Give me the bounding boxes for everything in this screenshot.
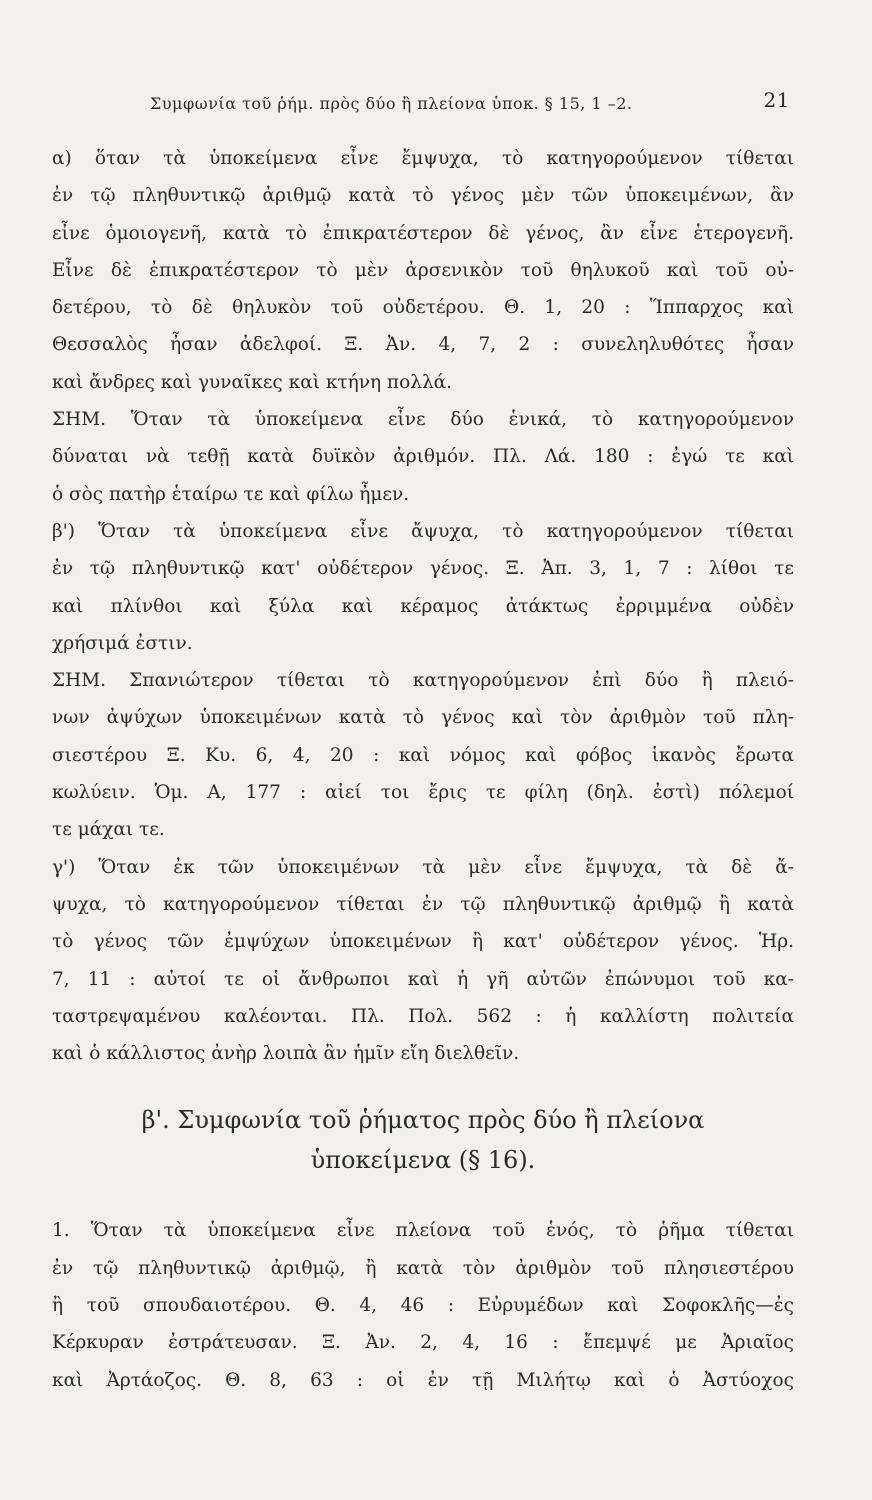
text-line: δετέρου, τὸ δὲ θηλυκὸν τοῦ οὐδετέρου. Θ. 1, 20 : Ἵππαρχος καὶ (52, 297, 794, 319)
text-line: ψυχα, τὸ κατηγορούμενον τίθεται ἐν τῷ πληθυντικῷ ἀριθμῷ ἢ κατὰ (52, 893, 794, 915)
text-line: Θεσσαλὸς ἦσαν ἀδελφοί. Ξ. Ἀν. 4, 7, 2 : συνεληλυθότες ἦσαν (52, 334, 794, 356)
text-line: τε μάχαι τε. (52, 819, 165, 841)
text-line: ΣΗΜ. Ὅταν τὰ ὑποκείμενα εἶνε δύο ἑνικά, τὸ κατηγορούμενον (52, 409, 794, 431)
page-body (52, 140, 794, 1399)
running-head: Συμφωνία τοῦ ῥήμ. πρὸς δύο ἢ πλείονα ὑποκ. § 15, 1 –2. (150, 94, 633, 113)
text-line: ὁ σὸς πατὴρ ἑταίρω τε καὶ φίλω ἦμεν. (52, 483, 410, 505)
text-line: ἐν τῷ πληθυντικῷ ἀριθμῷ, ἢ κατὰ τὸν ἀριθμὸν τοῦ πλησιεστέρου (52, 1257, 794, 1279)
text-line: ἐν τῷ πληθυντικῷ κατ' οὐδέτερον γένος. Ξ. Ἀπ. 3, 1, 7 : λίθοι τε (52, 558, 794, 580)
text-line: β') Ὅταν τὰ ὑποκείμενα εἶνε ἄψυχα, τὸ κατηγορούμενον τίθεται (52, 520, 794, 542)
text-block-b (52, 1212, 794, 1398)
section-heading-line-1: β'. Συμφωνία τοῦ ῥήματος πρὸς δύο ἢ πλείονα (141, 1106, 705, 1135)
page-number: 21 (763, 88, 790, 112)
text-line: ΣΗΜ. Σπανιώτερον τίθεται τὸ κατηγορούμενον ἐπὶ δύο ἢ πλειό- (52, 670, 794, 692)
text-line: 7, 11 : αὐτοί τε οἱ ἄνθρωποι καὶ ἡ γῆ αὐτῶν ἐπώνυμοι τοῦ κα- (52, 968, 794, 990)
text-line: σιεστέρου Ξ. Κυ. 6, 4, 20 : καὶ νόμος καὶ φόβος ἱκανὸς ἔρωτα (52, 744, 794, 766)
text-line: νων ἀψύχων ὑποκειμένων κατὰ τὸ γένος καὶ τὸν ἀριθμὸν τοῦ πλη- (52, 707, 794, 729)
text-line: Εἶνε δὲ ἐπικρατέστερον τὸ μὲν ἀρσενικὸν τοῦ θηλυκοῦ καὶ τοῦ οὐ- (52, 259, 794, 281)
section-heading-line-2: ὑποκείμενα (§ 16). (310, 1146, 536, 1175)
page-header (150, 88, 790, 120)
text-line: Κέρκυραν ἐστράτευσαν. Ξ. Ἀν. 2, 4, 16 : ἔπεμψέ με Ἀριαῖος (52, 1332, 794, 1354)
text-line: γ') Ὅταν ἐκ τῶν ὑποκειμένων τὰ μὲν εἶνε ἔμψυχα, τὰ δὲ ἄ- (52, 856, 794, 878)
text-line: κωλύειν. Ὁμ. Α, 177 : αἰεί τοι ἔρις τε φίλη (δηλ. ἐστὶ) πόλεμοί (52, 782, 794, 804)
text-line: καὶ πλίνθοι καὶ ξύλα καὶ κέραμος ἀτάκτως ἐρριμμένα οὐδὲν (52, 595, 794, 617)
text-line: εἶνε ὁμοιογενῆ, κατὰ τὸ ἐπικρατέστερον δὲ γένος, ἂν εἶνε ἑτερογενῆ. (52, 222, 794, 244)
text-line: α) ὅταν τὰ ὑποκείμενα εἶνε ἔμψυχα, τὸ κατηγορούμενον τίθεται (52, 148, 794, 169)
text-line: χρήσιμά ἐστιν. (52, 632, 193, 654)
text-line: καὶ ὁ κάλλιστος ἀνὴρ λοιπὰ ἂν ἡμῖν εἴη διελθεῖν. (52, 1043, 520, 1065)
text-block-a (52, 140, 794, 1072)
text-line: ταστρεψαμένου καλέονται. Πλ. Πολ. 562 : ἡ καλλίστη πολιτεία (52, 1005, 794, 1027)
text-line: δύναται νὰ τεθῇ κατὰ δυϊκὸν ἀριθμόν. Πλ. Λά. 180 : ἐγώ τε καὶ (52, 446, 794, 468)
text-line: ἢ τοῦ σπουδαιοτέρου. Θ. 4, 46 : Εὐρυμέδων καὶ Σοφοκλῆς—ἐς (52, 1295, 794, 1317)
text-line: καὶ ἄνδρες καὶ γυναῖκες καὶ κτήνη πολλά. (52, 371, 453, 393)
text-line: καὶ Ἀρτάοζος. Θ. 8, 63 : οἱ ἐν τῇ Μιλήτῳ καὶ ὁ Ἀστύοχος (52, 1369, 794, 1391)
text-line: τὸ γένος τῶν ἐμψύχων ὑποκειμένων ἢ κατ' οὐδέτερον γένος. Ἡρ. (52, 931, 794, 953)
text-line: 1. Ὅταν τὰ ὑποκείμενα εἶνε πλείονα τοῦ ἑνός, τὸ ῥῆμα τίθεται (52, 1220, 794, 1242)
text-line: ἐν τῷ πληθυντικῷ ἀριθμῷ κατὰ τὸ γένος μὲν τῶν ὑποκειμένων, ἂν (52, 185, 794, 207)
